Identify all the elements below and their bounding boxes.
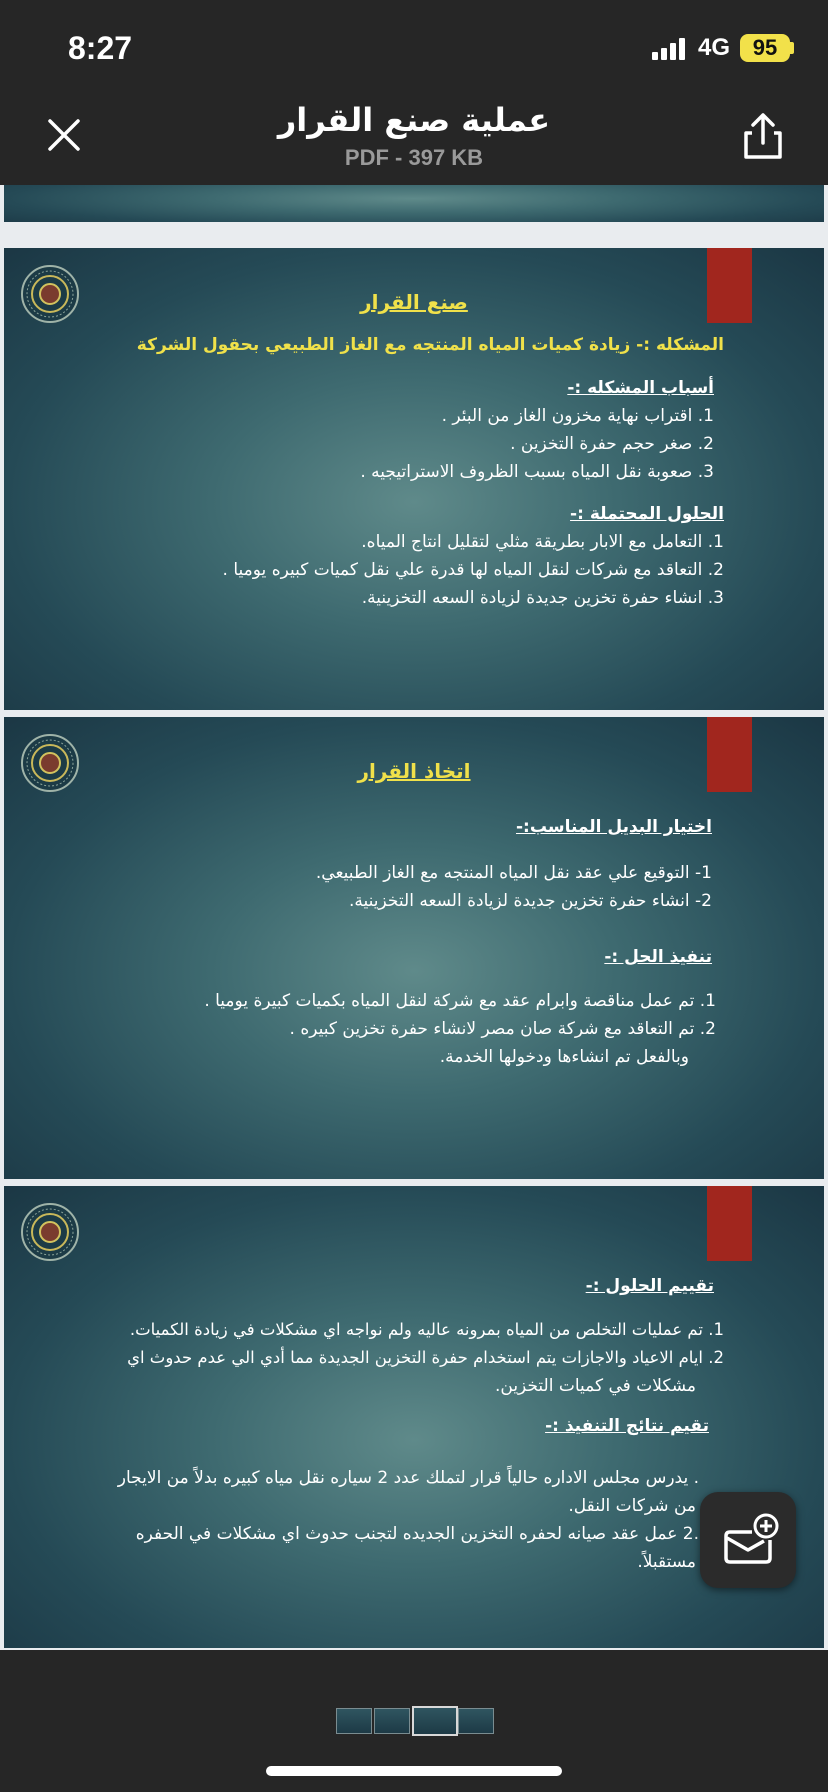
result-item: من شركات النقل. bbox=[568, 1496, 696, 1516]
problem-statement: المشكله :- زيادة كميات المياه المنتجه مع الغاز الطبيعي بحقول الشركة bbox=[136, 335, 724, 355]
previous-slide bbox=[4, 185, 824, 222]
battery-icon: 95 bbox=[740, 34, 790, 62]
add-comment-button[interactable] bbox=[700, 1492, 796, 1588]
page-thumbnail[interactable] bbox=[458, 1708, 494, 1734]
cause-item: 1. اقتراب نهاية مخزون الغاز من البئر . bbox=[441, 406, 714, 426]
mail-add-icon bbox=[700, 1492, 796, 1588]
status-bar bbox=[0, 0, 828, 95]
document-title: عملية صنع القرار bbox=[277, 101, 551, 139]
clock: 8:27 bbox=[68, 30, 133, 66]
evaluation-item: 1. تم عمليات التخلص من المياه بمرونه عاليه ولم نواجه اي مشكلات في زيادة الكميات. bbox=[129, 1320, 724, 1339]
signal-icon bbox=[652, 38, 690, 60]
pdf-document[interactable] bbox=[0, 185, 828, 1650]
evaluation-item: 2. ايام الاعياد والاجازات يتم استخدام حفرة التخزين الجديدة مما أدي الي عدم حدوث اي bbox=[127, 1348, 724, 1367]
slide-decision-taking bbox=[4, 717, 824, 1179]
results-title: تقيم نتائج التنفيذ :- bbox=[545, 1416, 709, 1436]
slide-heading: اتخاذ القرار bbox=[357, 759, 471, 783]
slide-heading: صنع القرار bbox=[360, 290, 468, 314]
share-icon[interactable] bbox=[740, 111, 786, 161]
solution-item: 1. التعامل مع الابار بطريقة مثلي لتقليل انتاج المياه. bbox=[361, 532, 724, 552]
result-item: مستقبلاً. bbox=[637, 1552, 696, 1572]
cause-item: 2. صغر حجم حفرة التخزين . bbox=[510, 434, 714, 454]
evaluation-item: مشكلات في كميات التخزين. bbox=[494, 1376, 696, 1396]
page-thumbnail[interactable] bbox=[374, 1708, 410, 1734]
slide-accent bbox=[707, 1186, 752, 1261]
choice-item: 2- انشاء حفرة تخزين جديدة لزيادة السعه التخزينية. bbox=[349, 891, 712, 911]
page-thumbnail[interactable] bbox=[336, 1708, 372, 1734]
result-item: . يدرس مجلس الاداره حالياً قرار لتملك عدد 2 سياره نقل مياه كبيره بدلاً من الايجار bbox=[117, 1468, 699, 1488]
result-item: .2 عمل عقد صيانه لحفره التخزين الجديده لتجنب حدوث اي مشكلات في الحفره bbox=[135, 1524, 699, 1544]
battery-tip bbox=[790, 42, 794, 54]
implementation-item: 1. تم عمل مناقصة وابرام عقد مع شركة لنقل المياه بكميات كبيرة يوميا . bbox=[204, 991, 716, 1011]
choice-item: 1- التوقيع علي عقد نقل المياه المنتجه مع الغاز الطبيعي. bbox=[315, 863, 712, 883]
solution-item: 2. التعاقد مع شركات لنقل المياه لها قدرة علي نقل كميات كبيره يوميا . bbox=[222, 560, 724, 580]
bottom-bar bbox=[0, 1650, 828, 1792]
home-indicator[interactable] bbox=[266, 1766, 562, 1776]
network-label: 4G bbox=[698, 34, 731, 61]
choice-title: اختيار البديل المناسب:- bbox=[516, 817, 712, 837]
implementation-item: 2. تم التعاقد مع شركة صان مصر لانشاء حفرة تخزين كبيره . bbox=[289, 1019, 716, 1039]
company-seal-icon bbox=[20, 1202, 80, 1262]
causes-title: أسباب المشكله :- bbox=[567, 378, 714, 398]
solution-item: 3. انشاء حفرة تخزين جديدة لزيادة السعه التخزينية. bbox=[361, 588, 724, 608]
solutions-title: الحلول المحتملة :- bbox=[570, 504, 724, 524]
implementation-title: تنفيذ الحل :- bbox=[604, 947, 712, 967]
document-info: PDF - 397 KB bbox=[344, 145, 484, 170]
evaluation-title: تقييم الحلول :- bbox=[585, 1276, 714, 1296]
page-thumbnail-current[interactable] bbox=[412, 1706, 458, 1736]
implementation-item: وبالفعل تم انشاءها ودخولها الخدمة. bbox=[439, 1047, 689, 1067]
cause-item: 3. صعوبة نقل المياه بسبب الظروف الاستراتيجيه . bbox=[360, 462, 714, 482]
slide-decision-making bbox=[4, 248, 824, 710]
viewer-header bbox=[0, 95, 828, 185]
